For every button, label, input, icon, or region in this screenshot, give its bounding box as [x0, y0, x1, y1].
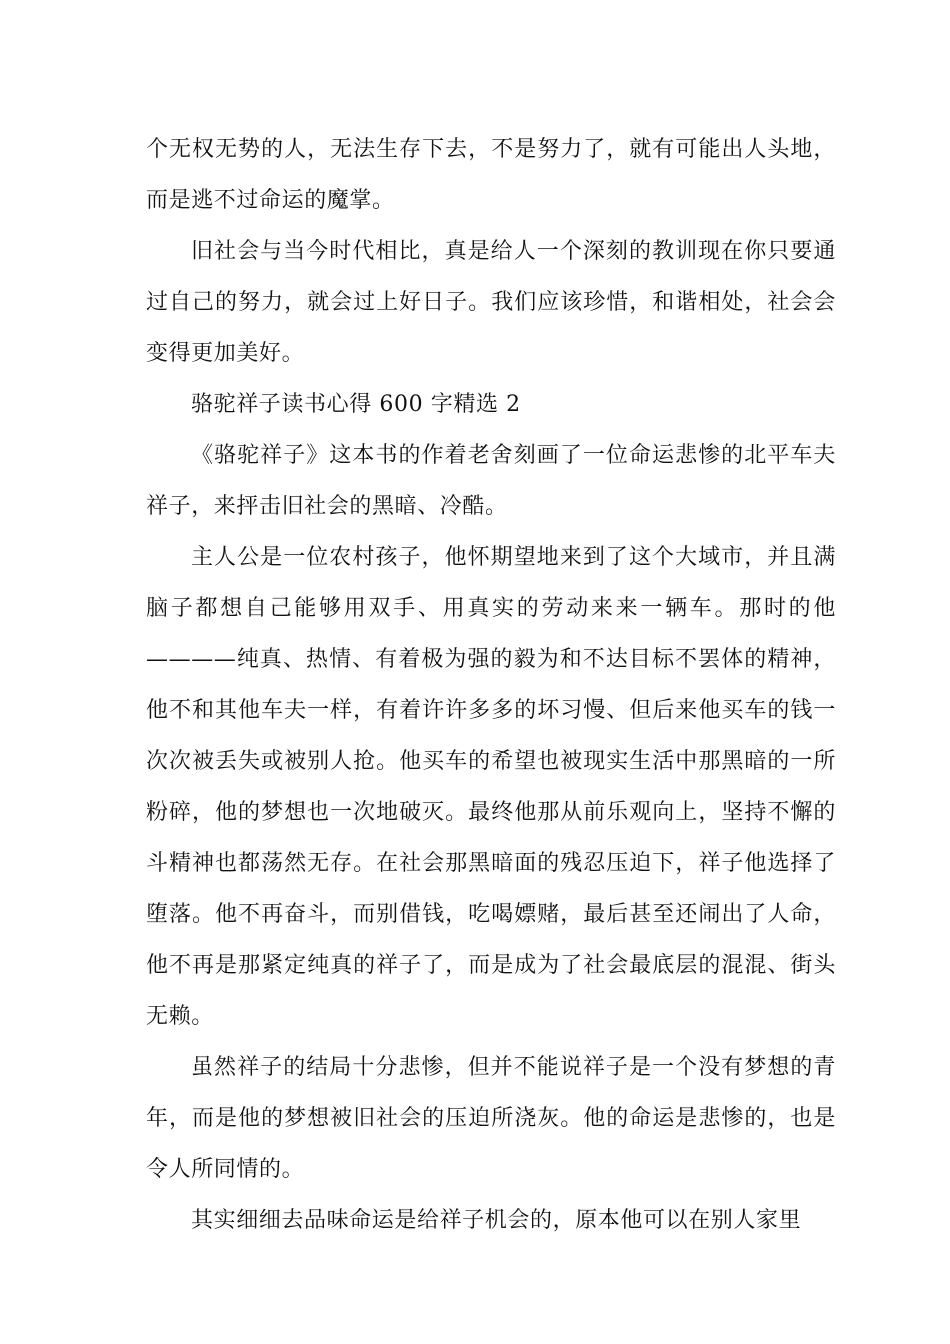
section-heading: 骆驼祥子读书心得 600 字精选 2: [191, 392, 521, 417]
paragraph: 《骆驼祥子》这本书的作着老舍刻画了一位命运悲惨的北平车夫祥子，来抨击旧社会的黑暗、冷酷。: [146, 443, 836, 519]
paragraph: 主人公是一位农村孩子，他怀期望地来到了这个大域市，并且满脑子都想自己能够用双手、用真实的劳动来来一辆车。那时的他————纯真、热情、有着极为强的毅为和不达目标不罢体的精神，他不和其他车夫一样，有着许许多多的坏习慢、但后来他买车的钱一次次被丢失或被别人抢。他买车的希望也被现实生活中那黑暗的一所粉碎，他的梦想也一次地破灭。最终他那从前乐观向上，坚持不懈的斗精神也都荡然无存。在社会那黑暗面的残忍压迫下，祥子他选择了堕落。他不再奋斗，而别借钱，吃喝嫖赌，最后甚至还闹出了人命，他不再是那紧定纯真的祥子了，而是成为了社会最底层的混混、街头无赖。: [146, 545, 836, 1029]
paragraph: 虽然祥子的结局十分悲惨，但并不能说祥子是一个没有梦想的青年，而是他的梦想被旧社会的压迫所浇灰。他的命运是悲惨的，也是令人所同情的。: [146, 1055, 836, 1182]
document-body: [146, 124, 836, 1246]
paragraph: 其实细细去品味命运是给祥子机会的，原本他可以在别人家里: [191, 1208, 802, 1233]
paragraph: 个无权无势的人，无法生存下去，不是努力了，就有可能出人头地，而是逃不过命运的魔掌。: [146, 137, 836, 213]
paragraph: 旧社会与当今时代相比，真是给人一个深刻的教训现在你只要通过自己的努力，就会过上好日子。我们应该珍惜，和谐相处，社会会变得更加美好。: [146, 239, 836, 366]
